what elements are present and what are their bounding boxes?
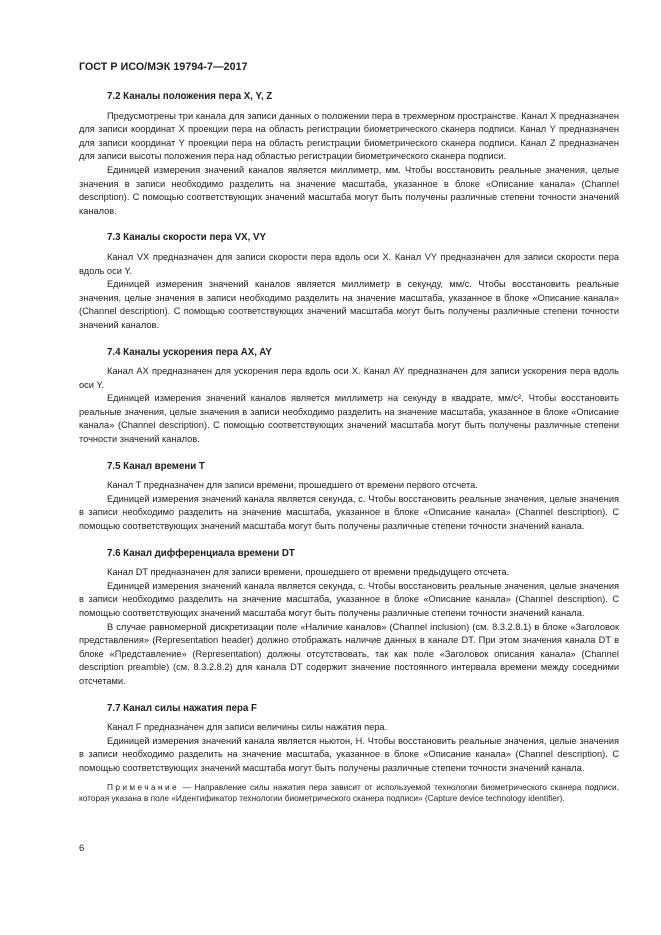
paragraph: Единицей измерения значений каналов является миллиметр, мм. Чтобы восстановить реальные значения, целые значения в записи необходимо разделить на значение масштаба, указанное в блоке «Описание канала» (Channel description). С помощью соответствующих значений масштаба могут быть получены различные степени точности значений каналов. [79, 164, 619, 216]
section-heading: 7.5 Канал времени T [107, 460, 205, 472]
note-text: — Направление силы нажатия пера зависит от используемой технологии биометрического сканера подписи, которая указана в поле «Идентификатор технологии биометрического сканера подписи» (Capture device technology identifier). [79, 781, 619, 804]
note [79, 782, 619, 805]
page-number: 6 [79, 843, 85, 854]
paragraph: В случае равномерной дискретизации поле «Наличие каналов» (Channel inclusion) (см. 8.3.2.8.1) в блоке «Заголовок представления» (Representation header) должно отображать наличие данных в канале DT. При этом значения канала DT в блоке «Представление» (Representation) должны отсутствовать, так как поле «Заголовок описания канала» (Channel description preamble) (см. 8.3.2.8.2) для канала DT содержит значение постоянного интервала времени между соседними отсчетами. [79, 621, 619, 686]
section-heading: 7.3 Каналы скорости пера VX, VY [107, 232, 266, 244]
section-7-6 [79, 547, 619, 689]
section-heading: 7.4 Каналы ускорения пера AX, AY [107, 346, 272, 358]
paragraph: Единицей измерения значений канала является секунда, с. Чтобы восстановить реальные значения, целые значения в записи необходимо разделить на значение масштаба, указанное в блоке «Описание канала» (Channel description). С помощью соответствующих значений масштаба могут быть получены различные степени точности значений канала. [79, 580, 619, 618]
section-7-7 [79, 702, 619, 776]
document-header: ГОСТ Р ИСО/МЭК 19794-7—2017 [79, 61, 248, 73]
paragraph: Единицей измерения значений канала является ньютон, Н. Чтобы восстановить реальные значения, целые значения в записи необходимо разделить на значение масштаба, указанное в блоке «Описание канала» (Channel description). С помощью соответствующих значений масштаба могут быть получены различные степени точности значений канала. [79, 735, 619, 773]
paragraph: Канал F предназначен для записи величины силы нажатия пера. [107, 722, 388, 733]
section-7-3 [79, 231, 619, 332]
paragraph: Предусмотрены три канала для записи данных о положении пера в трехмерном пространстве. Канал X предназначен для записи координат X проекции пера на область регистрации биометрического сканера подписи. Канал Y предназначен для записи координат Y проекции пера на область регистрации биометрического сканера подписи. Канал Z предназначен для записи высоты положения пера над областью регистрации биометрического сканера подписи. [79, 110, 619, 162]
document-body [79, 85, 619, 805]
section-7-4 [79, 346, 619, 447]
paragraph: Единицей измерения значений канала является секунда, с. Чтобы восстановить реальные значения, целые значения в записи необходимо разделить на значение масштаба, указанное в блоке «Описание канала» (Channel description). С помощью соответствующих значений масштаба могут быть получены различные степени точности значений канала. [79, 493, 619, 532]
paragraph: Канал AX предназначен для ускорения пера вдоль оси X. Канал AY предназначен для записи ускорения пера вдоль оси Y. [79, 366, 619, 390]
section-heading: 7.6 Канал дифференциала времени DT [107, 547, 295, 559]
section-7-5 [79, 460, 619, 534]
paragraph: Канал T предназначен для записи времени, прошедшего от времени первого отсчета. [107, 480, 478, 491]
note-label: Примечание [107, 781, 180, 792]
paragraph: Единицей измерения значений каналов является миллиметр в секунду, мм/с. Чтобы восстановить реальные значения, целые значения в записи необходимо разделить на значение масштаба, указанное в блоке «Описание канала» (Channel description). С помощью соответствующих значений масштаба могут быть получены различные степени точности значений каналов. [79, 279, 619, 330]
paragraph: Канал VX предназначен для записи скорости пера вдоль оси X. Канал VY предназначен для записи скорости пера вдоль оси Y. [79, 251, 619, 276]
section-heading: 7.2 Каналы положения пера X, Y, Z [107, 91, 273, 102]
section-7-2 [79, 90, 619, 218]
section-heading: 7.7 Канал силы нажатия пера F [107, 702, 257, 714]
paragraph: Единицей измерения значений каналов является миллиметр на секунду в квадрате, мм/с². Чтобы восстановить реальные значения, целые значения в записи необходимо разделить на значение масштаба, указанное в блоке «Описание канала» (Channel description). С помощью соответствующих значений масштаба могут быть получены различные степени точности значений каналов. [79, 393, 619, 445]
paragraph: Канал DT предназначен для записи времени, прошедшего от времени предыдущего отсчета. [107, 567, 510, 578]
